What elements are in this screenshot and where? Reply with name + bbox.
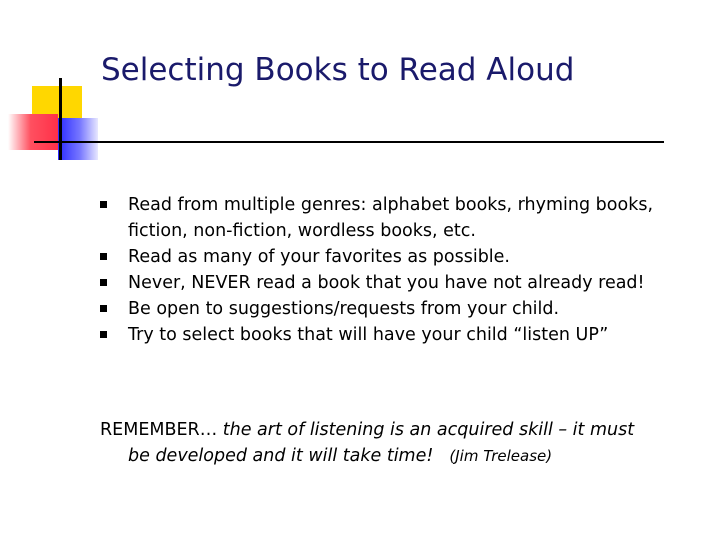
bullet-text-line: Never, NEVER read a book that you have not already read! bbox=[128, 273, 645, 293]
bullet-text-line: Read as many of your favorites as possible. bbox=[128, 247, 510, 267]
slide-title: Selecting Books to Read Aloud bbox=[101, 52, 575, 88]
remember-quote-part-1: the art of listening is an acquired skill – it must bbox=[222, 420, 635, 440]
bullet-text-line: fiction, non-fiction, wordless books, etc. bbox=[128, 221, 476, 241]
remember-lead: REMEMBER… bbox=[100, 420, 223, 440]
bullet-list bbox=[100, 192, 700, 348]
square-bullet-icon bbox=[100, 253, 107, 260]
square-bullet-icon bbox=[100, 305, 107, 312]
bullet-text-line: Try to select books that will have your child “listen UP” bbox=[128, 325, 609, 345]
square-bullet-icon bbox=[100, 201, 107, 208]
square-bullet-icon bbox=[100, 331, 107, 338]
bullet-item bbox=[100, 244, 700, 270]
remember-line-2 bbox=[100, 443, 700, 469]
bullet-item bbox=[100, 322, 700, 348]
corner-logo bbox=[0, 0, 110, 170]
remember-quote-part-2: be developed and it will take time! bbox=[128, 446, 434, 466]
remember-note bbox=[100, 417, 700, 469]
logo-vertical-line bbox=[59, 78, 62, 160]
quote-credit: (Jim Trelease) bbox=[449, 447, 553, 465]
bullet-text-line: Read from multiple genres: alphabet books, rhyming books, bbox=[128, 195, 654, 215]
bullet-item bbox=[100, 270, 700, 296]
title-underline bbox=[34, 141, 664, 143]
bullet-text-line: Be open to suggestions/requests from your child. bbox=[128, 299, 560, 319]
bullet-item bbox=[100, 296, 700, 322]
logo-red-square bbox=[8, 114, 58, 150]
bullet-item bbox=[100, 192, 700, 244]
remember-line-1 bbox=[100, 417, 700, 443]
square-bullet-icon bbox=[100, 279, 107, 286]
logo-blue-square bbox=[58, 118, 98, 160]
